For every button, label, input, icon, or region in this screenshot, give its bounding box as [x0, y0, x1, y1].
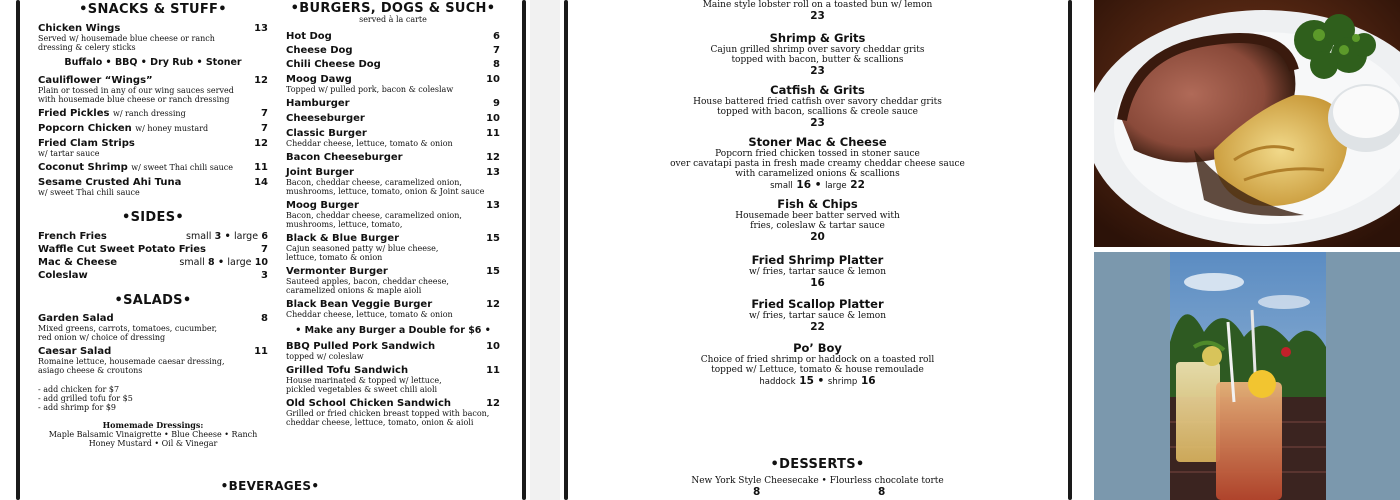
menu-item: Moog Burger 13 Bacon, cheddar cheese, caramelized onion, mushrooms, lettuce, tomato,: [286, 200, 500, 229]
page-gap: [530, 0, 560, 500]
menu-item: Stoner Mac & Cheese Popcorn fried chicken tossed in stoner sauce over cavatapi pasta in fresh made creamy cheddar cheese sauce with caramelized onions & scallions small 16 • large 22: [670, 135, 965, 191]
menu-item: Old School Chicken Sandwich 12 Grilled or fried chicken breast topped with bacon, cheddar cheese, lettuce, tomato, onion & aioli: [286, 398, 500, 427]
desserts-title: •DESSERTS•: [770, 457, 865, 472]
menu-item: Moog Dawg 10 Topped w/ pulled pork, bacon & coleslaw: [286, 74, 500, 94]
menu-item: Grilled Tofu Sandwich 11 House marinated & topped w/ lettuce, pickled vegetables & sweet chili aioli: [286, 365, 500, 394]
menu-item: Popcorn Chicken w/ honey mustard 7: [38, 123, 268, 134]
menu-item: Po’ Boy Choice of fried shrimp or haddock on a toasted roll topped w/ Lettuce, tomato & house remoulade haddock 15 • shrimp 16: [700, 341, 935, 387]
menu-item: Caesar Salad 11 Romaine lettuce, housemade caesar dressing, asiago cheese & croutons: [38, 346, 268, 375]
menu-item: Black & Blue Burger 15 Cajun seasoned patty w/ blue cheese, lettuce, tomato & onion: [286, 233, 500, 262]
menu-item: Chicken Wings 13 Served w/ housemade blue cheese or ranch dressing & celery sticks: [38, 23, 268, 52]
left-border-rule: [16, 0, 20, 500]
lobster-roll-price: 23: [810, 10, 825, 22]
dressings-line-1: Maple Balsamic Vinaigrette • Blue Cheese • Ranch: [48, 430, 258, 439]
right-border-rule: [522, 0, 526, 500]
menu-item: Sesame Crusted Ahi Tuna 14 w/ sweet Thai chili sauce: [38, 177, 268, 197]
column-snacks-sides-salads: [38, 0, 268, 448]
menu-item: Cauliflower “Wings” 12 Plain or tossed in any of our wing sauces served with housemade blue cheese or ranch dressing: [38, 75, 268, 104]
menu-item: Fried Clam Strips 12 w/ tartar sauce: [38, 138, 268, 158]
menu-item: Black Bean Veggie Burger 12 Cheddar cheese, lettuce, tomato & onion: [286, 299, 500, 319]
menu-item: Fried Shrimp Platter w/ fries, tartar sauce & lemon 16: [748, 253, 887, 289]
menu-item: Fish & Chips Housemade beer batter served with fries, coleslaw & tartar sauce 20: [735, 197, 900, 243]
desserts-prices: 8 8: [753, 486, 886, 498]
menu-item: Mac & Cheese small 8 • large 10: [38, 257, 268, 268]
snacks-title: •SNACKS & STUFF•: [79, 2, 227, 17]
menu-item: Classic Burger 11 Cheddar cheese, lettuce, tomato & onion: [286, 128, 500, 148]
column-burgers: [286, 0, 500, 427]
double-burger-note: • Make any Burger a Double for $6 •: [295, 325, 491, 336]
burgers-subtitle: served à la carte: [359, 15, 427, 24]
cocktails-icon: [1094, 252, 1400, 500]
menu-item: Shrimp & Grits Cajun grilled shrimp over savory cheddar grits topped with bacon, butter & scallions 23: [710, 31, 925, 77]
menu-item: Bacon Cheeseburger 12: [286, 152, 500, 163]
menu-item: BBQ Pulled Pork Sandwich 10 topped w/ coleslaw: [286, 341, 500, 361]
menu-page-left: [0, 0, 530, 500]
desserts-section: [560, 457, 1075, 500]
entrees-column: [560, 0, 1075, 393]
menu-item: Hot Dog 6: [286, 31, 500, 42]
lobster-roll-desc: Maine style lobster roll on a toasted bun w/ lemon: [702, 0, 933, 10]
menu-item: Joint Burger 13 Bacon, cheddar cheese, caramelized onion, mushrooms, lettuce, tomato, onion & Joint sauce: [286, 167, 500, 196]
menu-item: Coleslaw 3: [38, 270, 268, 281]
drinks-photo: [1094, 252, 1400, 500]
sides-title: •SIDES•: [122, 210, 184, 225]
menu-item: Coconut Shrimp w/ sweet Thai chili sauce 11: [38, 162, 268, 173]
menu-item: Garden Salad 8 Mixed greens, carrots, tomatoes, cucumber, red onion w/ choice of dressing: [38, 313, 268, 342]
menu-item: Vermonter Burger 15 Sauteed apples, bacon, cheddar cheese, caramelized onions & maple aioli: [286, 266, 500, 295]
salad-addons: - add chicken for $7 - add grilled tofu for $5 - add shrimp for $9: [38, 385, 133, 412]
menu-item: Catfish & Grits House battered fried catfish over savory cheddar grits topped with bacon, scallions & creole sauce 23: [693, 83, 942, 129]
menu-item: Fried Scallop Platter w/ fries, tartar sauce & lemon 22: [748, 297, 887, 333]
page-gap: [1075, 0, 1094, 500]
menu-item: Cheese Dog 7: [286, 45, 500, 56]
prime-rib-plate-icon: [1094, 0, 1400, 247]
menu-page-middle: [560, 0, 1075, 500]
menu-item: Fried Pickles w/ ranch dressing 7: [38, 108, 268, 119]
desserts-line: New York Style Cheesecake • Flourless chocolate torte: [691, 476, 944, 486]
wing-styles: Buffalo • BBQ • Dry Rub • Stoner: [64, 57, 242, 68]
beverages-title: •BEVERAGES•: [220, 479, 320, 493]
dressings-line-2: Honey Mustard • Oil & Vinegar: [88, 439, 218, 448]
salads-title: •SALADS•: [114, 293, 192, 308]
dressings-title: Homemade Dressings:: [102, 420, 204, 430]
menu-item: Hamburger 9: [286, 98, 500, 109]
menu-item: Waffle Cut Sweet Potato Fries 7: [38, 244, 268, 255]
burgers-title: •BURGERS, DOGS & SUCH•: [290, 1, 496, 16]
plate-photo: [1094, 0, 1400, 247]
menu-item: Cheeseburger 10: [286, 113, 500, 124]
menu-item: French Fries small 3 • large 6: [38, 231, 268, 242]
menu-item: Chili Cheese Dog 8: [286, 59, 500, 70]
